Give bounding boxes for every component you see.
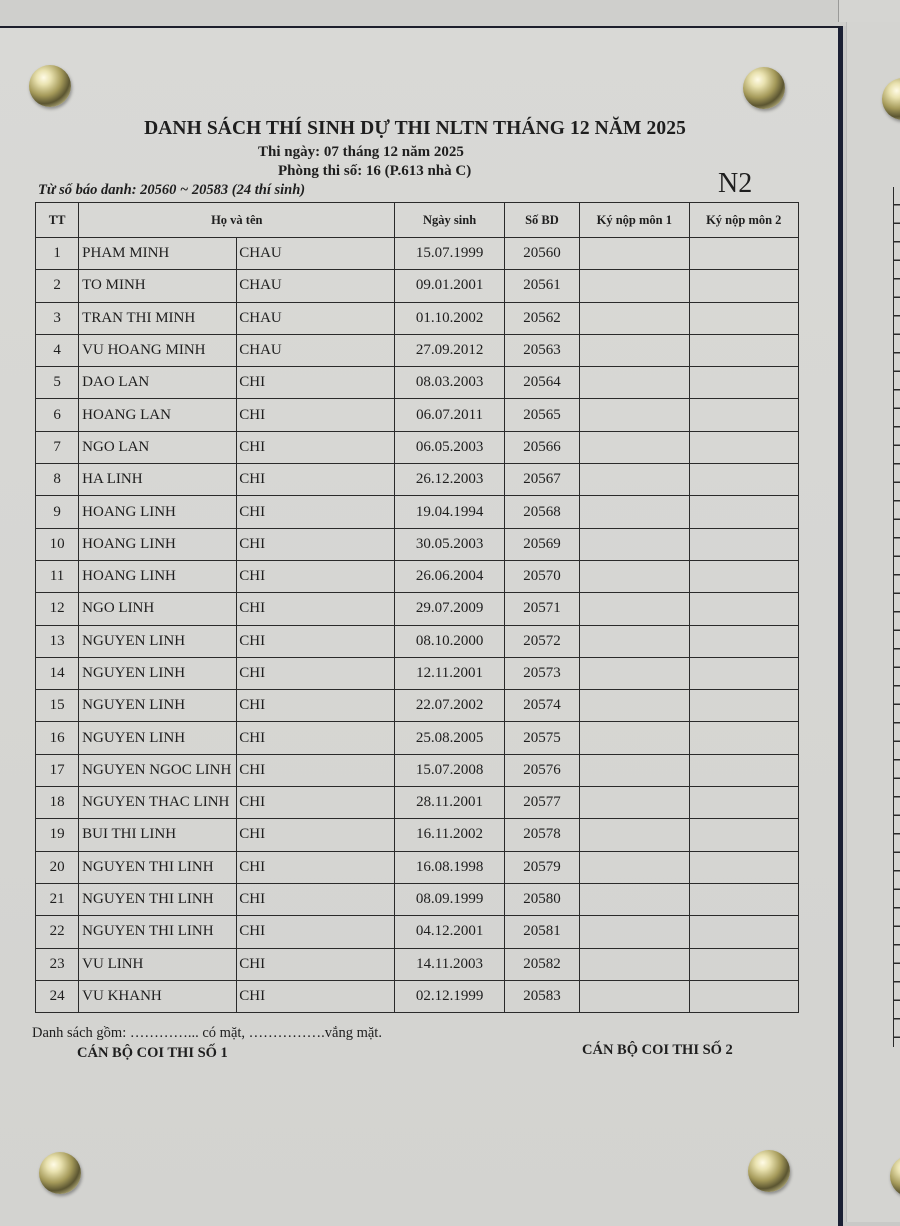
candidate-no-cell: 20577	[504, 787, 579, 819]
dob-cell: 06.05.2003	[395, 431, 504, 463]
group-code: N2	[718, 168, 753, 199]
candidate-range: Từ số báo danh: 20560 ~ 20583 (24 thí sinh)	[38, 182, 306, 198]
candidate-no-cell: 20581	[504, 916, 579, 948]
dob-cell: 29.07.2009	[395, 593, 504, 625]
sign-subject-2-cell	[689, 754, 799, 786]
surname-cell: NGUYEN LINH	[79, 722, 237, 754]
header-candidate-no: Số BD	[504, 203, 579, 238]
sign-subject-1-cell	[580, 593, 689, 625]
sign-subject-2-cell	[689, 980, 799, 1012]
table-row	[36, 238, 799, 270]
given-name-cell: CHI	[237, 367, 395, 399]
pushpin-icon	[748, 1150, 790, 1192]
sign-subject-2-cell	[689, 948, 799, 980]
surname-cell: BUI THI LINH	[79, 819, 237, 851]
dob-cell: 15.07.1999	[395, 238, 504, 270]
given-name-cell: CHI	[237, 690, 395, 722]
dob-cell: 02.12.1999	[395, 980, 504, 1012]
given-name-cell: CHI	[237, 948, 395, 980]
dob-cell: 04.12.2001	[395, 916, 504, 948]
document-title: DANH SÁCH THÍ SINH DỰ THI NLTN THÁNG 12 NĂM 2025	[144, 118, 686, 139]
table-row	[36, 431, 799, 463]
invigilator-1-label: CÁN BỘ COI THI SỐ 1	[77, 1045, 228, 1061]
dob-cell: 27.09.2012	[395, 334, 504, 366]
row-number: 21	[36, 883, 79, 915]
table-row	[36, 334, 799, 366]
row-number: 20	[36, 851, 79, 883]
candidate-no-cell: 20564	[504, 367, 579, 399]
candidate-no-cell: 20576	[504, 754, 579, 786]
dob-cell: 30.05.2003	[395, 528, 504, 560]
surname-cell: NGUYEN THAC LINH	[79, 787, 237, 819]
row-number: 14	[36, 657, 79, 689]
candidate-no-cell: 20565	[504, 399, 579, 431]
row-number: 10	[36, 528, 79, 560]
sign-subject-1-cell	[580, 431, 689, 463]
exam-date: Thi ngày: 07 tháng 12 năm 2025	[258, 144, 464, 160]
surname-cell: HOANG LINH	[79, 560, 237, 592]
surname-cell: PHAM MINH	[79, 238, 237, 270]
dob-cell: 08.09.1999	[395, 883, 504, 915]
sign-subject-1-cell	[580, 657, 689, 689]
given-name-cell: CHI	[237, 819, 395, 851]
surname-cell: TO MINH	[79, 270, 237, 302]
given-name-cell: CHAU	[237, 302, 395, 334]
table-row	[36, 851, 799, 883]
surname-cell: HOANG LAN	[79, 399, 237, 431]
surname-cell: NGUYEN LINH	[79, 625, 237, 657]
exam-room: Phòng thi số: 16 (P.613 nhà C)	[278, 163, 472, 179]
candidate-no-cell: 20583	[504, 980, 579, 1012]
candidate-no-cell: 20560	[504, 238, 579, 270]
sign-subject-2-cell	[689, 625, 799, 657]
candidate-no-cell: 20571	[504, 593, 579, 625]
sign-subject-1-cell	[580, 496, 689, 528]
row-number: 18	[36, 787, 79, 819]
row-number: 12	[36, 593, 79, 625]
given-name-cell: CHAU	[237, 334, 395, 366]
sign-subject-1-cell	[580, 270, 689, 302]
candidate-no-cell: 20573	[504, 657, 579, 689]
table-row	[36, 302, 799, 334]
sign-subject-1-cell	[580, 625, 689, 657]
given-name-cell: CHI	[237, 722, 395, 754]
candidate-no-cell: 20563	[504, 334, 579, 366]
sign-subject-1-cell	[580, 787, 689, 819]
sign-subject-1-cell	[580, 238, 689, 270]
row-number: 2	[36, 270, 79, 302]
given-name-cell: CHI	[237, 560, 395, 592]
sign-subject-2-cell	[689, 722, 799, 754]
table-row	[36, 980, 799, 1012]
sign-subject-2-cell	[689, 399, 799, 431]
surname-cell: VU LINH	[79, 948, 237, 980]
given-name-cell: CHI	[237, 625, 395, 657]
dob-cell: 09.01.2001	[395, 270, 504, 302]
pushpin-icon	[29, 65, 71, 107]
row-number: 8	[36, 464, 79, 496]
sign-subject-2-cell	[689, 334, 799, 366]
given-name-cell: CHI	[237, 883, 395, 915]
adjacent-sheet-table-edge	[893, 187, 900, 1047]
given-name-cell: CHI	[237, 851, 395, 883]
adjacent-sheet	[846, 22, 900, 1222]
candidate-no-cell: 20561	[504, 270, 579, 302]
row-number: 5	[36, 367, 79, 399]
dob-cell: 19.04.1994	[395, 496, 504, 528]
surname-cell: NGO LAN	[79, 431, 237, 463]
row-number: 3	[36, 302, 79, 334]
sign-subject-1-cell	[580, 302, 689, 334]
dob-cell: 28.11.2001	[395, 787, 504, 819]
given-name-cell: CHI	[237, 496, 395, 528]
given-name-cell: CHI	[237, 464, 395, 496]
dob-cell: 26.06.2004	[395, 560, 504, 592]
table-row	[36, 657, 799, 689]
table-row	[36, 916, 799, 948]
candidate-no-cell: 20580	[504, 883, 579, 915]
candidate-no-cell: 20568	[504, 496, 579, 528]
candidate-no-cell: 20575	[504, 722, 579, 754]
given-name-cell: CHI	[237, 593, 395, 625]
given-name-cell: CHI	[237, 980, 395, 1012]
given-name-cell: CHI	[237, 754, 395, 786]
surname-cell: VU HOANG MINH	[79, 334, 237, 366]
table-row	[36, 560, 799, 592]
table-row	[36, 883, 799, 915]
surname-cell: NGUYEN LINH	[79, 657, 237, 689]
sign-subject-2-cell	[689, 690, 799, 722]
given-name-cell: CHI	[237, 431, 395, 463]
candidate-no-cell: 20572	[504, 625, 579, 657]
surname-cell: NGUYEN THI LINH	[79, 883, 237, 915]
table-row	[36, 787, 799, 819]
candidate-no-cell: 20578	[504, 819, 579, 851]
row-number: 1	[36, 238, 79, 270]
table-row	[36, 819, 799, 851]
given-name-cell: CHAU	[237, 238, 395, 270]
given-name-cell: CHAU	[237, 270, 395, 302]
sign-subject-2-cell	[689, 464, 799, 496]
surname-cell: NGUYEN NGOC LINH	[79, 754, 237, 786]
sign-subject-2-cell	[689, 302, 799, 334]
surname-cell: VU KHANH	[79, 980, 237, 1012]
candidate-no-cell: 20562	[504, 302, 579, 334]
sign-subject-2-cell	[689, 916, 799, 948]
given-name-cell: CHI	[237, 787, 395, 819]
table-row	[36, 399, 799, 431]
dob-cell: 22.07.2002	[395, 690, 504, 722]
sign-subject-2-cell	[689, 528, 799, 560]
sign-subject-2-cell	[689, 560, 799, 592]
table-row	[36, 496, 799, 528]
sign-subject-1-cell	[580, 690, 689, 722]
surname-cell: NGUYEN THI LINH	[79, 916, 237, 948]
row-number: 7	[36, 431, 79, 463]
candidate-table	[35, 202, 799, 1013]
given-name-cell: CHI	[237, 657, 395, 689]
sign-subject-2-cell	[689, 367, 799, 399]
sign-subject-2-cell	[689, 657, 799, 689]
header-full-name: Họ và tên	[79, 203, 395, 238]
sign-subject-2-cell	[689, 883, 799, 915]
sign-subject-2-cell	[689, 851, 799, 883]
sign-subject-2-cell	[689, 238, 799, 270]
table-row	[36, 690, 799, 722]
candidate-no-cell: 20567	[504, 464, 579, 496]
sign-subject-1-cell	[580, 399, 689, 431]
dob-cell: 15.07.2008	[395, 754, 504, 786]
header-tt: TT	[36, 203, 79, 238]
sign-subject-1-cell	[580, 367, 689, 399]
sign-subject-2-cell	[689, 431, 799, 463]
table-row	[36, 270, 799, 302]
sign-subject-2-cell	[689, 787, 799, 819]
dob-cell: 08.03.2003	[395, 367, 504, 399]
row-number: 4	[36, 334, 79, 366]
table-row	[36, 625, 799, 657]
sign-subject-2-cell	[689, 593, 799, 625]
table-header-row	[36, 203, 799, 238]
row-number: 11	[36, 560, 79, 592]
dob-cell: 12.11.2001	[395, 657, 504, 689]
table-row	[36, 754, 799, 786]
given-name-cell: CHI	[237, 399, 395, 431]
sign-subject-1-cell	[580, 528, 689, 560]
table-row	[36, 464, 799, 496]
table-row	[36, 722, 799, 754]
surname-cell: TRAN THI MINH	[79, 302, 237, 334]
dob-cell: 14.11.2003	[395, 948, 504, 980]
dob-cell: 26.12.2003	[395, 464, 504, 496]
attendance-summary: Danh sách gồm: …………... có mặt, …………….vắng mặt.	[32, 1025, 382, 1041]
table-row	[36, 948, 799, 980]
row-number: 15	[36, 690, 79, 722]
row-number: 19	[36, 819, 79, 851]
row-number: 9	[36, 496, 79, 528]
surname-cell: DAO LAN	[79, 367, 237, 399]
candidate-no-cell: 20582	[504, 948, 579, 980]
background-board-top	[0, 0, 900, 26]
given-name-cell: CHI	[237, 528, 395, 560]
candidate-no-cell: 20566	[504, 431, 579, 463]
row-number: 16	[36, 722, 79, 754]
sign-subject-1-cell	[580, 464, 689, 496]
surname-cell: NGO LINH	[79, 593, 237, 625]
sign-subject-2-cell	[689, 819, 799, 851]
row-number: 13	[36, 625, 79, 657]
row-number: 6	[36, 399, 79, 431]
table-row	[36, 367, 799, 399]
table-row	[36, 593, 799, 625]
dob-cell: 16.08.1998	[395, 851, 504, 883]
candidate-no-cell: 20574	[504, 690, 579, 722]
sign-subject-1-cell	[580, 883, 689, 915]
invigilator-2-label: CÁN BỘ COI THI SỐ 2	[582, 1042, 733, 1058]
pushpin-icon	[743, 67, 785, 109]
row-number: 22	[36, 916, 79, 948]
sign-subject-1-cell	[580, 819, 689, 851]
pushpin-icon	[39, 1152, 81, 1194]
row-number: 17	[36, 754, 79, 786]
dob-cell: 01.10.2002	[395, 302, 504, 334]
dob-cell: 06.07.2011	[395, 399, 504, 431]
sign-subject-1-cell	[580, 334, 689, 366]
dob-cell: 25.08.2005	[395, 722, 504, 754]
candidate-no-cell: 20570	[504, 560, 579, 592]
candidate-no-cell: 20579	[504, 851, 579, 883]
table-row	[36, 528, 799, 560]
surname-cell: HA LINH	[79, 464, 237, 496]
surname-cell: HOANG LINH	[79, 496, 237, 528]
given-name-cell: CHI	[237, 916, 395, 948]
sign-subject-1-cell	[580, 754, 689, 786]
sign-subject-1-cell	[580, 851, 689, 883]
sign-subject-1-cell	[580, 560, 689, 592]
header-sign-subject-1: Ký nộp môn 1	[580, 203, 689, 238]
adjacent-sheet-top	[838, 0, 900, 22]
surname-cell: HOANG LINH	[79, 528, 237, 560]
sign-subject-1-cell	[580, 722, 689, 754]
sign-subject-2-cell	[689, 496, 799, 528]
row-number: 23	[36, 948, 79, 980]
sign-subject-2-cell	[689, 270, 799, 302]
candidate-no-cell: 20569	[504, 528, 579, 560]
header-sign-subject-2: Ký nộp môn 2	[689, 203, 799, 238]
dob-cell: 16.11.2002	[395, 819, 504, 851]
sign-subject-1-cell	[580, 948, 689, 980]
surname-cell: NGUYEN THI LINH	[79, 851, 237, 883]
sign-subject-1-cell	[580, 916, 689, 948]
surname-cell: NGUYEN LINH	[79, 690, 237, 722]
sign-subject-1-cell	[580, 980, 689, 1012]
row-number: 24	[36, 980, 79, 1012]
header-dob: Ngày sinh	[395, 203, 504, 238]
dob-cell: 08.10.2000	[395, 625, 504, 657]
